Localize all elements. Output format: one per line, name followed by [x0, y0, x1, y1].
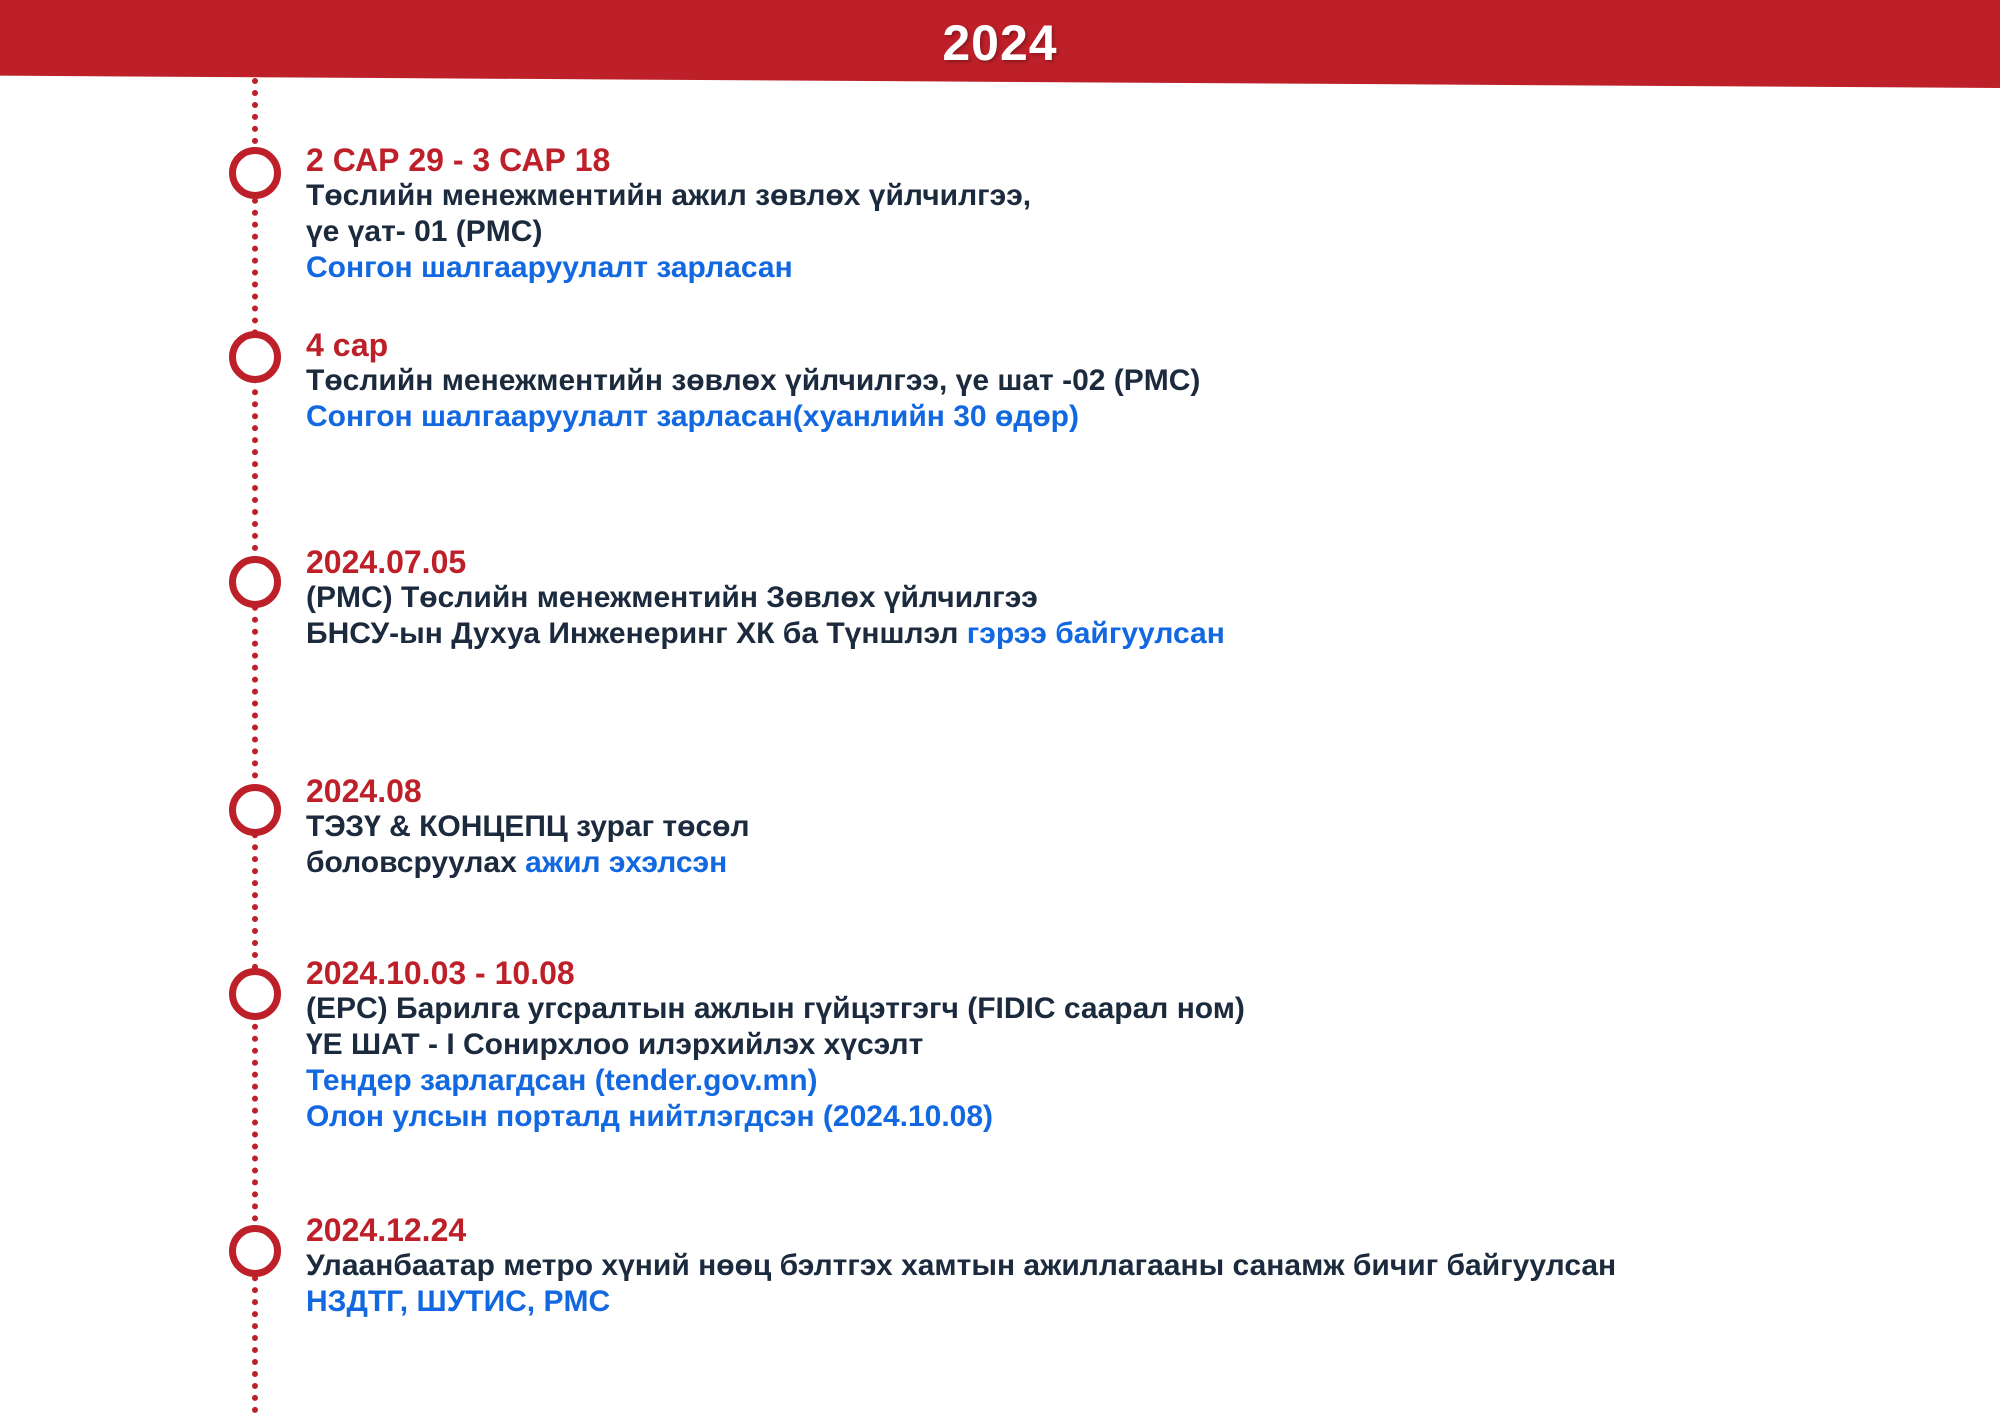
timeline-entry — [306, 327, 1946, 435]
entry-text: Төслийн менежментийн ажил зөвлөх үйлчилгээ, — [306, 179, 1032, 212]
entry-status: гэрээ байгуулсан — [966, 617, 1225, 650]
entry-text: боловсруулах — [306, 846, 526, 879]
year-title: 2024 — [942, 15, 1058, 71]
entry-status: Олон улсын порталд нийтлэгдсэн (2024.10.08) — [306, 1100, 994, 1133]
entry-text: Улаанбаатар метро хүний нөөц бэлтгэх хамтын ажиллагааны санамж бичиг байгуулсан — [306, 1249, 1617, 1282]
timeline-node-circle-icon — [229, 556, 281, 608]
entry-status: Сонгон шалгааруулалт зарласан(хуанлийн 30 өдөр) — [306, 400, 1079, 433]
entry-date: 2024.08 — [306, 773, 422, 809]
entry-text: ТЭЗҮ & КОНЦЕПЦ зураг төсөл — [306, 810, 750, 843]
timeline-entry — [306, 544, 1946, 652]
entry-status: Сонгон шалгааруулалт зарласан — [306, 251, 793, 284]
entry-line — [306, 178, 1946, 214]
entry-line — [306, 616, 1946, 652]
entry-line — [306, 845, 1946, 881]
timeline-entry — [306, 142, 1946, 286]
entry-date: 2024.10.03 - 10.08 — [306, 955, 575, 991]
timeline-node-circle-icon — [229, 331, 281, 383]
entry-line — [306, 250, 1946, 286]
entry-text: ҮЕ ШАТ - I Сонирхлоо илэрхийлэх хүсэлт — [306, 1028, 924, 1061]
entry-line — [306, 991, 1946, 1027]
timeline-node-circle-icon — [229, 784, 281, 836]
entry-date: 2024.12.24 — [306, 1212, 467, 1248]
timeline-entry — [306, 955, 1946, 1135]
timeline-node-circle-icon — [229, 968, 281, 1020]
entry-line — [306, 399, 1946, 435]
timeline-line — [252, 78, 258, 1414]
entry-line — [306, 1248, 1946, 1284]
entry-status: НЗДТГ, ШУТИС, PMC — [306, 1285, 611, 1318]
timeline-node-circle-icon — [229, 147, 281, 199]
entry-line — [306, 580, 1946, 616]
entry-line — [306, 809, 1946, 845]
entry-line — [306, 363, 1946, 399]
entry-text: Төслийн менежментийн зөвлөх үйлчилгээ, үе шат -02 (PMC) — [306, 364, 1201, 397]
entry-text: (PMC) Төслийн менежментийн Зөвлөх үйлчилгээ — [306, 581, 1038, 614]
entry-text: БНСУ-ын Духуа Инженеринг ХК ба Түншлэл — [306, 617, 967, 650]
entry-line — [306, 1099, 1946, 1135]
entry-line — [306, 1027, 1946, 1063]
entry-line — [306, 1063, 1946, 1099]
entry-date: 2024.07.05 — [306, 544, 467, 580]
entry-text: үе үат- 01 (PMC) — [306, 215, 543, 248]
entry-line — [306, 1284, 1946, 1320]
timeline-entry — [306, 1212, 1946, 1320]
entry-date: 4 сар — [306, 327, 389, 363]
timeline-entry — [306, 773, 1946, 881]
entry-status: Тендер зарлагдсан (tender.gov.mn) — [306, 1064, 818, 1097]
entry-line — [306, 214, 1946, 250]
entry-status: ажил эхэлсэн — [525, 846, 728, 879]
entry-text: (EPC) Барилга угсралтын ажлын гүйцэтгэгч (FIDIC саарал ном) — [306, 992, 1245, 1025]
entry-date: 2 САР 29 - 3 САР 18 — [306, 142, 611, 178]
timeline-node-circle-icon — [229, 1225, 281, 1277]
